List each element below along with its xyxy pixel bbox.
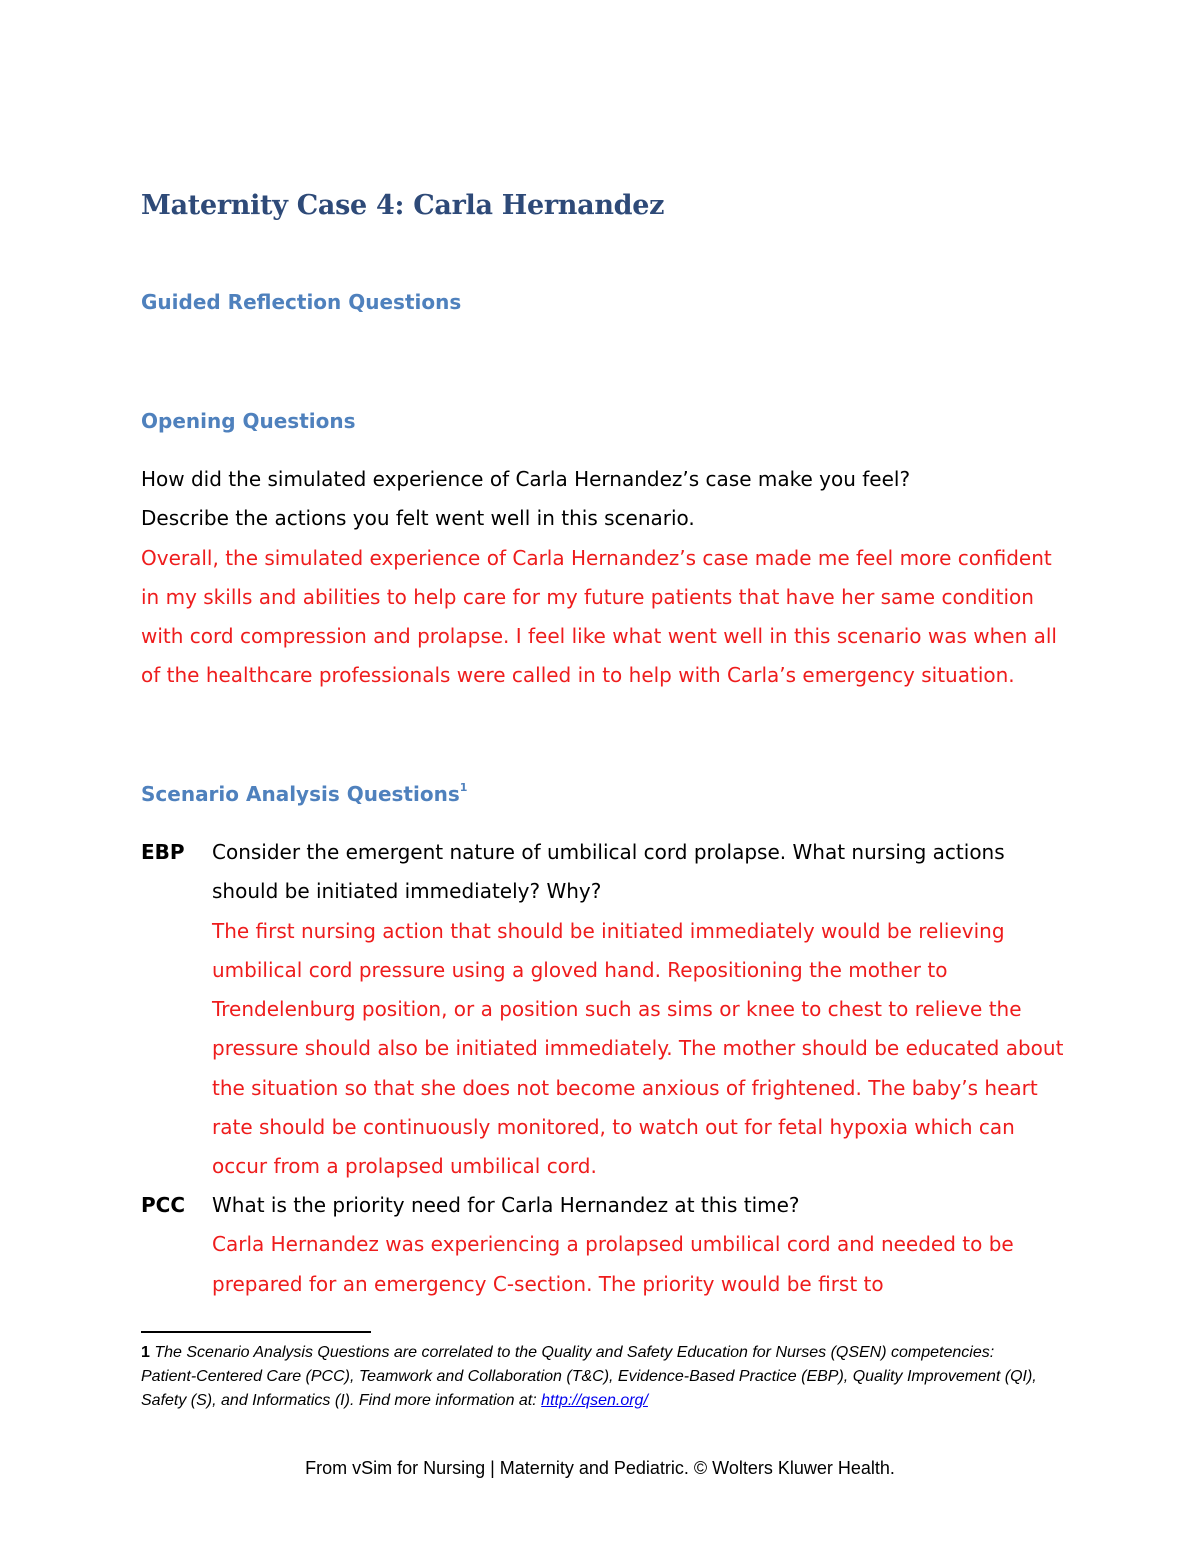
document-title: Maternity Case 4: Carla Hernandez xyxy=(141,190,665,221)
qsen-link[interactable]: http://qsen.org/ xyxy=(541,1392,648,1409)
footnote-divider xyxy=(141,1331,371,1333)
question-text: What is the priority need for Carla Hernandez at this time? xyxy=(212,1193,800,1217)
question-content xyxy=(212,833,1092,1187)
footnote-text: The Scenario Analysis Questions are correlated to the Quality and Safety Education for Nurses (QSEN) competencies: Patient-Centered Care (PCC), Teamwork and Collaboration (T&C), Evidence-Based Practice (EBP), Quality Improvement (QI), Safety (S), and Informatics (I). Find more information at: xyxy=(141,1344,1037,1409)
opening-question-1: How did the simulated experience of Carla Hernandez’s case make you feel? xyxy=(141,467,911,491)
qsen-code-label: EBP xyxy=(141,840,185,864)
qsen-code-label: PCC xyxy=(141,1193,186,1217)
guided-reflection-heading: Guided Reflection Questions xyxy=(141,290,462,314)
scenario-analysis-heading xyxy=(141,781,467,806)
answer-text: The first nursing action that should be initiated immediately would be relieving umbilical cord pressure using a gloved hand. Repositioning the mother to Trendelenburg position, or a position such as sims or knee to chest to relieve the pressure should also be initiated immediately. The mother should be educated about the situation so that she does not become anxious of frightened. The baby’s heart rate should be continuously monitored, to watch out for fetal hypoxia which can occur from a prolapsed umbilical cord. xyxy=(212,918,1064,1179)
opening-answer: Overall, the simulated experience of Carla Hernandez’s case made me feel more confident in my skills and abilities to help care for my future patients that have her same condition with cord compression and prolapse. I feel like what went well in this scenario was when all of the healthcare professionals were called in to help with Carla’s emergency situation. xyxy=(141,545,1057,688)
answer-text: Carla Hernandez was experiencing a prolapsed umbilical cord and needed to be prepared for an emergency C-section. The priority would be first to xyxy=(212,1232,1014,1296)
opening-section xyxy=(141,460,1101,696)
footnote-number: 1 xyxy=(141,1344,150,1361)
question-content xyxy=(212,1186,1092,1304)
question-text: Consider the emergent nature of umbilical cord prolapse. What nursing actions should be initiated immediately? Why? xyxy=(212,840,1005,904)
footnote xyxy=(141,1341,1041,1413)
page-footer: From vSim for Nursing | Maternity and Pediatric. © Wolters Kluwer Health. xyxy=(305,1458,895,1478)
footnote-marker: 1 xyxy=(459,781,468,794)
opening-questions-heading: Opening Questions xyxy=(141,409,356,433)
opening-question-2: Describe the actions you felt went well in this scenario. xyxy=(141,506,695,531)
scenario-analysis-heading-text: Scenario Analysis Questions xyxy=(141,782,460,806)
